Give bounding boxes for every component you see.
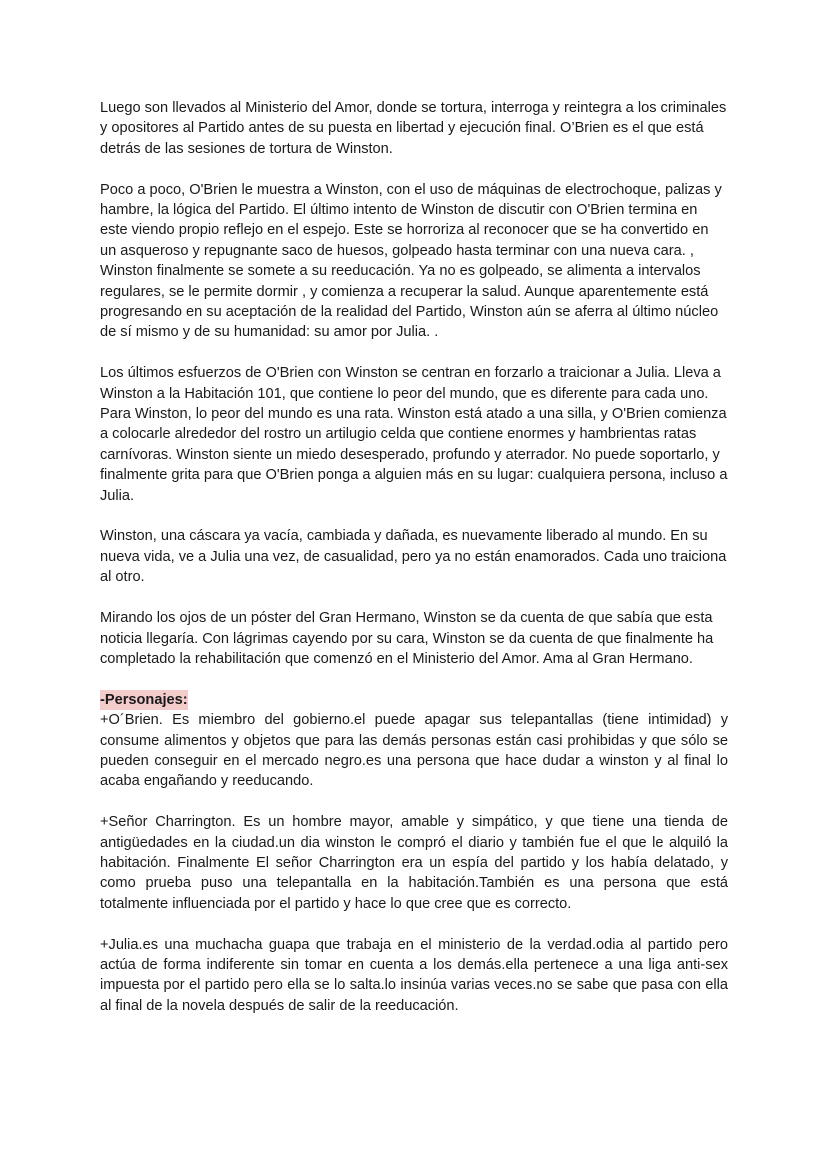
characters-heading: -Personajes:: [100, 690, 188, 710]
paragraph-liberation: Winston, una cáscara ya vacía, cambiada y dañada, es nuevamente liberado al mundo. En su nueva vida, ve a Julia una vez, de casualidad, pero ya no están enamorados. Cada uno traiciona al otro.: [100, 528, 727, 586]
character-julia: +Julia.es una muchacha guapa que trabaja en el ministerio de la verdad.odia al partido pero actúa de forma indiferente sin tomar en cuenta a los demás.ella pertenece a una liga anti-sex impuesta por el partido pero ella se lo salta.lo insinúa varias veces.no se sabe que pasa con ella al final de la novela después de salir de la reeducación.: [100, 936, 728, 1014]
paragraph-room-101: Los últimos esfuerzos de O'Brien con Winston se centran en forzarlo a traicionar a Julia. Lleva a Winston a la Habitación 101, que contiene lo peor del mundo, que es diferente para cada uno. Para Winston, lo peor del mundo es una rata. Winston está atado a una silla, y O'Brien comienza a colocarle alrededor del rostro un artilugio celda que contiene enormes y hambrientas ratas carnívoras. Winston siente un miedo desesperado, profundo y aterrador. No puede soportarlo, y finalmente grita para que O'Brien ponga a alguien más en su lugar: cualquiera persona, incluso a Julia.: [100, 365, 728, 504]
character-obrien: +O´Brien. Es miembro del gobierno.el puede apagar sus telepantallas (tiene intimidad) y consume alimentos y objetos que para las demás personas están casi prohibidas y que sólo se pueden conseguir en el mercado negro.es una persona que hace dudar a winston y al final lo acaba engañando y reeducando.: [100, 712, 728, 790]
characters-section: [100, 690, 728, 1016]
character-charrington: +Señor Charrington. Es un hombre mayor, amable y simpático, y que tiene una tienda de antigüedades en la ciudad.un dia winston le compró el diario y también fue el que le alquiló la habitación. Finalmente El señor Charrington era un espía del partido y los había delatado, y como prueba puso una telepantalla en la habitación.También es una persona que está totalmente influenciada por el partido y hace lo que cree que es correcto.: [100, 814, 728, 912]
paragraph-reeducation: Poco a poco, O'Brien le muestra a Winston, con el uso de máquinas de electrochoque, palizas y hambre, la lógica del Partido. El último intento de Winston de discutir con O'Brien termina en este viendo propio reflejo en el espejo. Este se horroriza al reconocer que se ha convertido en un asqueroso y repugnante saco de huesos, golpeado hasta terminar con una nueva cara. , Winston finalmente se somete a su reeducación. Ya no es golpeado, se alimenta a intervalos regulares, se le permite dormir , y comienza a recuperar la salud. Aunque aparentemente está progresando en su aceptación de la realidad del Partido, Winston aún se aferra al último núcleo de sí mismo y de su humanidad: su amor por Julia. .: [100, 181, 722, 341]
paragraph-ministry: Luego son llevados al Ministerio del Amor, donde se tortura, interroga y reintegra a los criminales y opositores al Partido antes de su puesta en libertad y ejecución final. O’Brien es el que está detrás de las sesiones de tortura de Winston.: [100, 100, 727, 157]
paragraph-ending: Mirando los ojos de un póster del Gran Hermano, Winston se da cuenta de que sabía que esta noticia llegaría. Con lágrimas cayendo por su cara, Winston se da cuenta de que finalmente ha completado la rehabilitación que comenzó en el Ministerio del Amor. Ama al Gran Hermano.: [100, 610, 714, 667]
